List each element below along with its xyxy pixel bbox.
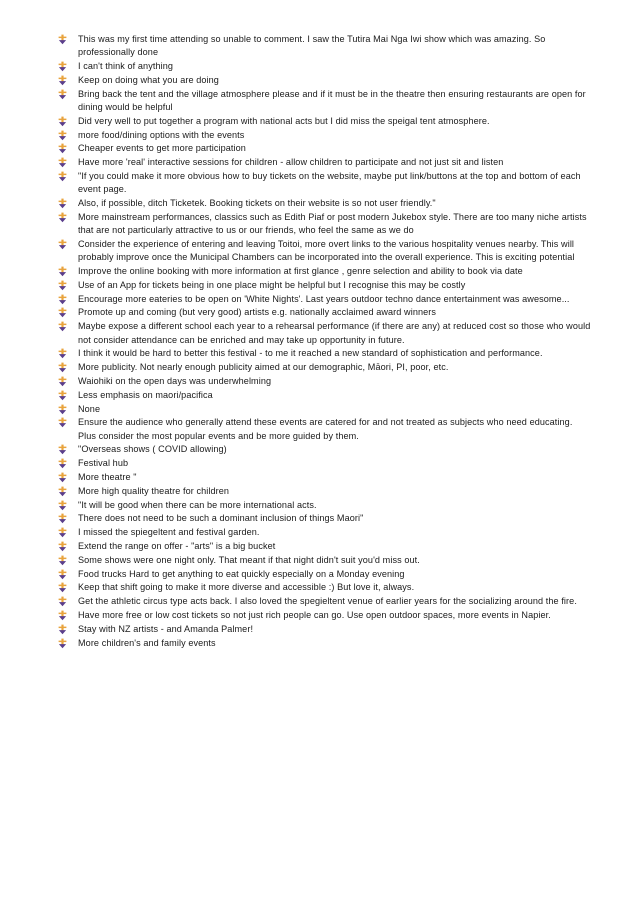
list-item-text: Use of an App for tickets being in one place might be helpful but I recognise this may be costly [78,279,466,290]
list-item-text: More theatre " [78,472,137,482]
down-arrow-bullet-icon [58,472,67,483]
list-item [58,457,593,470]
list-item [58,115,593,128]
down-arrow-bullet-icon [58,486,67,497]
list-item [58,320,593,347]
down-arrow-bullet-icon [58,458,67,469]
list-item [58,361,593,374]
list-item [58,375,593,388]
list-item [58,637,593,650]
list-item-text: More publicity. Not nearly enough publicity aimed at our demographic, Māori, PI, poor, etc. [78,362,449,373]
down-arrow-bullet-icon [58,555,67,566]
list-item [58,238,593,265]
down-arrow-bullet-icon [58,116,67,127]
list-item-text: Keep that shift going to make it more diverse and accessible :) But love it, always. [78,582,415,593]
list-item-text: Improve the online booking with more information at first glance , genre selection and ability to book via date [78,266,523,277]
list-item-text: Have more free or low cost tickets so not just rich people can go. Use open outdoor spaces, more events in Napier. [78,609,551,620]
list-item-text: Food trucks Hard to get anything to eat quickly especially on a Monday evening [78,568,405,579]
document-body [58,33,593,650]
list-item [58,471,593,484]
down-arrow-bullet-icon [58,624,67,635]
list-item-text: Have more 'real' interactive sessions for children - allow children to participate and not just sit and listen [78,157,504,168]
down-arrow-bullet-icon [58,198,67,209]
down-arrow-bullet-icon [58,321,67,332]
list-item-text: None [78,403,101,414]
list-item-text: I can't think of anything [78,61,174,72]
list-item [58,293,593,306]
list-item-text: Ensure the audience who generally attend these events are catered for and not treated as subjects who need educating. Plus consider the most popular events and be more guided by them. [78,417,573,441]
list-item-text: More high quality theatre for children [78,485,230,496]
list-item-text: "Overseas shows ( COVID allowing) [78,444,227,455]
down-arrow-bullet-icon [58,239,67,250]
feedback-bullet-list [58,33,593,650]
down-arrow-bullet-icon [58,638,67,649]
list-item-text: Get the athletic circus type acts back. I also loved the spegieltent venue of earlier years for the socializing around the fire. [78,596,577,607]
list-item [58,88,593,115]
list-item [58,211,593,238]
down-arrow-bullet-icon [58,417,67,428]
down-arrow-bullet-icon [58,266,67,277]
down-arrow-bullet-icon [58,390,67,401]
down-arrow-bullet-icon [58,500,67,511]
list-item [58,170,593,197]
list-item [58,74,593,87]
list-item [58,403,593,416]
list-item [58,129,593,142]
list-item [58,279,593,292]
list-item-text: Some shows were one night only. That meant if that night didn't suit you'd miss out. [78,554,420,565]
list-item-text: Extend the range on offer - "arts" is a big bucket [78,540,276,551]
list-item [58,347,593,360]
down-arrow-bullet-icon [58,307,67,318]
list-item [58,389,593,402]
list-item [58,416,593,443]
list-item-text: Maybe expose a different school each year to a rehearsal performance (if there are any) at reduced cost so those who would not consider attendance can be enriched and may take up opportunity in future. [78,321,591,345]
list-item-text: Also, if possible, ditch Ticketek. Booking tickets on their website is so not user friendly." [78,198,436,209]
list-item [58,306,593,319]
list-item [58,554,593,567]
list-item-text: Less emphasis on maori/pacifica [78,389,213,400]
list-item [58,197,593,210]
down-arrow-bullet-icon [58,569,67,580]
list-item [58,265,593,278]
down-arrow-bullet-icon [58,582,67,593]
list-item-text: Stay with NZ artists - and Amanda Palmer! [78,623,254,634]
list-item [58,595,593,608]
list-item-text: More mainstream performances, classics such as Edith Piaf or post modern Jukebox style. There are too many niche artists that are not particularly attractive to us or our friends, who feel the same as we do [78,211,587,236]
list-item-text: More children's and family events [78,637,216,648]
list-item [58,526,593,539]
down-arrow-bullet-icon [58,143,67,154]
list-item [58,443,593,456]
list-item [58,540,593,553]
down-arrow-bullet-icon [58,171,67,182]
list-item [58,623,593,636]
down-arrow-bullet-icon [58,75,67,86]
list-item [58,581,593,594]
list-item [58,142,593,155]
list-item-text: This was my first time attending so unable to comment. I saw the Tutira Mai Nga Iwi show which was amazing. So professionally done [78,34,546,58]
list-item-text: Promote up and coming (but very good) artists e.g. nationally acclaimed award winners [78,307,437,318]
list-item-text: Consider the experience of entering and leaving Toitoi, more overt links to the various hospitality venues nearby. This will probably improve once the Municipal Chambers can be incorporated into the overall experience. This is exciting potential [78,238,575,263]
down-arrow-bullet-icon [58,89,67,100]
list-item [58,485,593,498]
list-item [58,60,593,73]
down-arrow-bullet-icon [58,348,67,359]
down-arrow-bullet-icon [58,294,67,305]
list-item-text: Bring back the tent and the village atmosphere please and if it must be in the theatre then ensuring restaurants are open for dining would be helpful [78,88,586,112]
down-arrow-bullet-icon [58,513,67,524]
list-item [58,33,593,60]
list-item-text: I missed the spiegeltent and festival garden. [78,527,260,538]
list-item-text: "If you could make it more obvious how to buy tickets on the website, maybe put link/buttons at the top and bottom of each event page. [78,170,581,195]
list-item-text: Encourage more eateries to be open on 'White Nights'. Last years outdoor techno dance entertainment was awesome... [78,293,570,304]
down-arrow-bullet-icon [58,362,67,373]
list-item [58,512,593,525]
down-arrow-bullet-icon [58,541,67,552]
down-arrow-bullet-icon [58,212,67,223]
list-item-text: Waiohiki on the open days was underwhelming [78,375,272,386]
down-arrow-bullet-icon [58,444,67,455]
down-arrow-bullet-icon [58,61,67,72]
down-arrow-bullet-icon [58,610,67,621]
list-item-text: I think it would be hard to better this festival - to me it reached a new standard of sophistication and performance. [78,348,543,359]
down-arrow-bullet-icon [58,34,67,45]
list-item-text: Keep on doing what you are doing [78,74,219,85]
list-item [58,156,593,169]
list-item-text: Festival hub [78,458,129,469]
down-arrow-bullet-icon [58,376,67,387]
list-item [58,609,593,622]
list-item [58,568,593,581]
list-item-text: There does not need to be such a dominant inclusion of things Maori" [78,513,364,524]
list-item-text: more food/dining options with the events [78,129,245,140]
down-arrow-bullet-icon [58,596,67,607]
list-item-text: "It will be good when there can be more international acts. [78,499,317,510]
down-arrow-bullet-icon [58,157,67,168]
down-arrow-bullet-icon [58,280,67,291]
list-item-text: Cheaper events to get more participation [78,143,246,154]
down-arrow-bullet-icon [58,404,67,415]
list-item-text: Did very well to put together a program with national acts but I did miss the speigal tent atmosphere. [78,115,490,126]
down-arrow-bullet-icon [58,130,67,141]
list-item [58,499,593,512]
down-arrow-bullet-icon [58,527,67,538]
